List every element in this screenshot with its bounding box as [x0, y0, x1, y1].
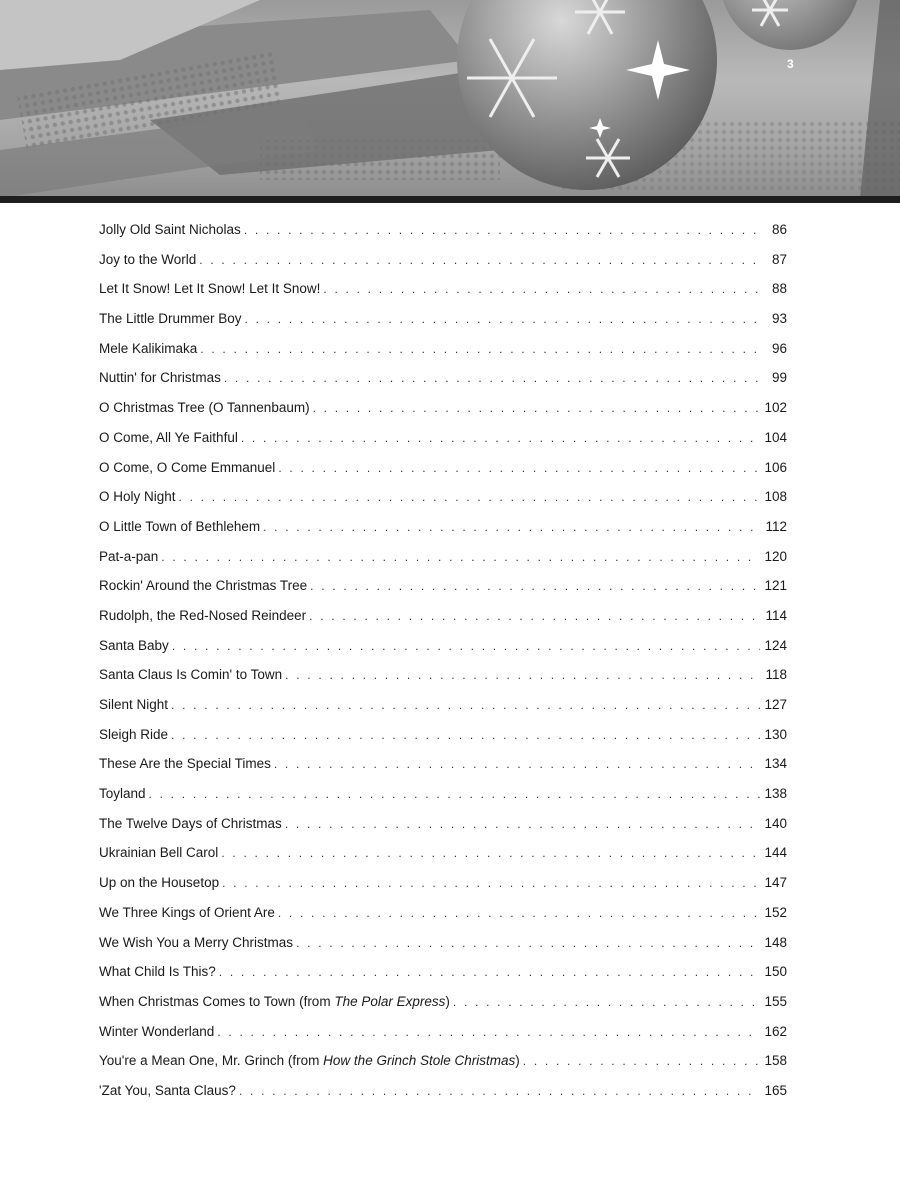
toc-entry-page: 118	[765, 667, 787, 683]
toc-entry	[99, 519, 787, 549]
ornament-illustration	[0, 0, 900, 198]
dot-leader	[293, 936, 760, 950]
toc-entry-title: Ukrainian Bell Carol	[99, 845, 219, 861]
toc-entry	[99, 994, 787, 1024]
toc-entry	[99, 816, 787, 846]
dot-leader	[450, 995, 761, 1009]
toc-entry	[99, 222, 787, 252]
dot-leader	[236, 1084, 761, 1098]
dot-leader	[307, 579, 760, 593]
dot-leader	[169, 639, 761, 653]
dot-leader	[168, 728, 760, 742]
toc-entry-page: 127	[764, 697, 787, 712]
toc-entry-page: 88	[771, 281, 787, 297]
toc-entry	[99, 964, 787, 994]
dot-leader	[242, 312, 761, 326]
toc-entry-title: Let It Snow! Let It Snow! Let It Snow!	[99, 281, 321, 297]
toc-entry-title: 'Zat You, Santa Claus?	[99, 1082, 236, 1098]
toc-entry	[99, 400, 787, 430]
toc-entry-page: 140	[764, 815, 787, 831]
toc-entry	[99, 430, 787, 460]
toc-entry	[99, 786, 787, 816]
header-banner	[0, 0, 900, 198]
dot-leader	[176, 490, 761, 504]
toc-entry	[99, 370, 787, 400]
toc-entry	[99, 489, 787, 519]
toc-entry-title: Jolly Old Saint Nicholas	[99, 222, 241, 237]
dot-leader	[320, 282, 761, 296]
toc-entry-title: Joy to the World	[99, 251, 197, 267]
dot-leader	[214, 1025, 760, 1039]
toc-entry-page: 162	[764, 1023, 787, 1039]
toc-entry-page: 144	[764, 845, 787, 861]
toc-entry-page: 155	[764, 993, 787, 1009]
toc-entry-page: 158	[764, 1053, 787, 1069]
toc-entry	[99, 905, 787, 935]
dot-leader	[275, 906, 761, 920]
page-number: 3	[787, 57, 794, 71]
dot-leader	[306, 609, 761, 623]
toc-entry	[99, 311, 787, 341]
toc-entry-page: 147	[764, 875, 787, 891]
toc-entry-page: 124	[764, 637, 787, 653]
dot-leader	[158, 550, 760, 564]
toc-entry	[99, 578, 787, 608]
toc-entry-page: 93	[771, 311, 787, 327]
toc-entry-page: 121	[764, 578, 787, 594]
dot-leader	[282, 668, 761, 682]
toc-entry-title: Santa Baby	[99, 637, 169, 653]
dot-leader	[221, 371, 761, 385]
toc-entry-title: Pat-a-pan	[99, 548, 159, 564]
toc-entry-title: O Holy Night	[99, 489, 176, 505]
dot-leader	[241, 223, 761, 237]
dot-leader	[197, 342, 761, 356]
toc-entry-title: The Twelve Days of Christmas	[99, 815, 282, 831]
toc-entry	[99, 1024, 787, 1054]
toc-entry-page: 138	[764, 786, 787, 802]
toc-entry-page: 106	[764, 459, 787, 475]
toc-entry-title: When Christmas Comes to Town (from The Polar Express)	[99, 993, 450, 1009]
dot-leader	[218, 846, 760, 860]
toc-entry	[99, 252, 787, 282]
toc-entry-title: Santa Claus Is Comin' to Town	[99, 667, 283, 683]
toc-entry-title: What Child Is This?	[99, 964, 216, 980]
toc-entry-title: Winter Wonderland	[99, 1023, 215, 1039]
toc-entry	[99, 756, 787, 786]
toc-entry-title: These Are the Special Times	[99, 756, 271, 772]
toc-entry-page: 114	[765, 607, 787, 623]
toc-entry-title: Rockin' Around the Christmas Tree	[99, 578, 308, 594]
toc-entry-title: Sleigh Ride	[99, 726, 169, 742]
dot-leader	[282, 817, 761, 831]
toc-entry-page: 134	[764, 756, 787, 772]
toc-entry	[99, 638, 787, 668]
header-rule	[0, 196, 900, 203]
toc-entry-page: 86	[771, 222, 787, 237]
toc-entry-title: We Wish You a Merry Christmas	[99, 934, 294, 950]
toc-entry-page: 104	[764, 429, 787, 445]
toc-entry	[99, 727, 787, 757]
toc-entry-title: Nuttin' for Christmas	[99, 370, 221, 386]
toc-entry-page: 108	[764, 489, 787, 505]
toc-entry-page: 148	[764, 934, 787, 950]
dot-leader	[271, 757, 761, 771]
toc-entry-title: Mele Kalikimaka	[99, 340, 198, 356]
toc-entry	[99, 1053, 787, 1083]
toc-entry-page: 130	[764, 726, 787, 742]
toc-entry-title: We Three Kings of Orient Are	[99, 904, 275, 920]
toc-entry	[99, 341, 787, 371]
toc-entry	[99, 608, 787, 638]
dot-leader	[310, 401, 761, 415]
dot-leader	[275, 461, 760, 475]
dot-leader	[219, 876, 760, 890]
toc-entry-page: 152	[764, 904, 787, 920]
toc-entry	[99, 935, 787, 965]
dot-leader	[260, 520, 761, 534]
toc-entry-page: 96	[771, 340, 787, 356]
toc-entry-page: 120	[764, 548, 787, 564]
toc-entry-title: O Little Town of Bethlehem	[99, 518, 261, 534]
toc-entry	[99, 667, 787, 697]
toc-entry-title: O Come, O Come Emmanuel	[99, 459, 276, 475]
toc-entry	[99, 875, 787, 905]
toc-entry-title: O Come, All Ye Faithful	[99, 429, 238, 445]
toc-entry-page: 165	[764, 1082, 787, 1098]
toc-entry-page: 99	[771, 370, 787, 386]
toc-entry-title: O Christmas Tree (O Tannenbaum)	[99, 400, 310, 416]
toc-entry-page: 87	[771, 251, 787, 267]
toc-entry-title: The Little Drummer Boy	[99, 311, 242, 327]
dot-leader	[146, 787, 761, 801]
toc-entry-title: Toyland	[99, 786, 146, 802]
toc-entry-page: 112	[765, 518, 787, 534]
table-of-contents	[99, 222, 787, 1113]
dot-leader	[520, 1054, 761, 1068]
toc-entry	[99, 549, 787, 579]
toc-entry-page: 102	[764, 400, 787, 416]
dot-leader	[238, 431, 761, 445]
toc-entry	[99, 845, 787, 875]
toc-entry	[99, 697, 787, 727]
toc-entry	[99, 1083, 787, 1113]
toc-entry-title: Rudolph, the Red-Nosed Reindeer	[99, 607, 307, 623]
toc-entry	[99, 460, 787, 490]
dot-leader	[196, 253, 761, 267]
toc-entry-page: 150	[764, 964, 787, 980]
toc-entry-title: Up on the Housetop	[99, 875, 220, 891]
toc-entry-title: You're a Mean One, Mr. Grinch (from How the Grinch Stole Christmas)	[99, 1053, 520, 1069]
toc-entry-title: Silent Night	[99, 697, 169, 712]
dot-leader	[168, 698, 760, 712]
toc-entry	[99, 281, 787, 311]
dot-leader	[216, 965, 761, 979]
